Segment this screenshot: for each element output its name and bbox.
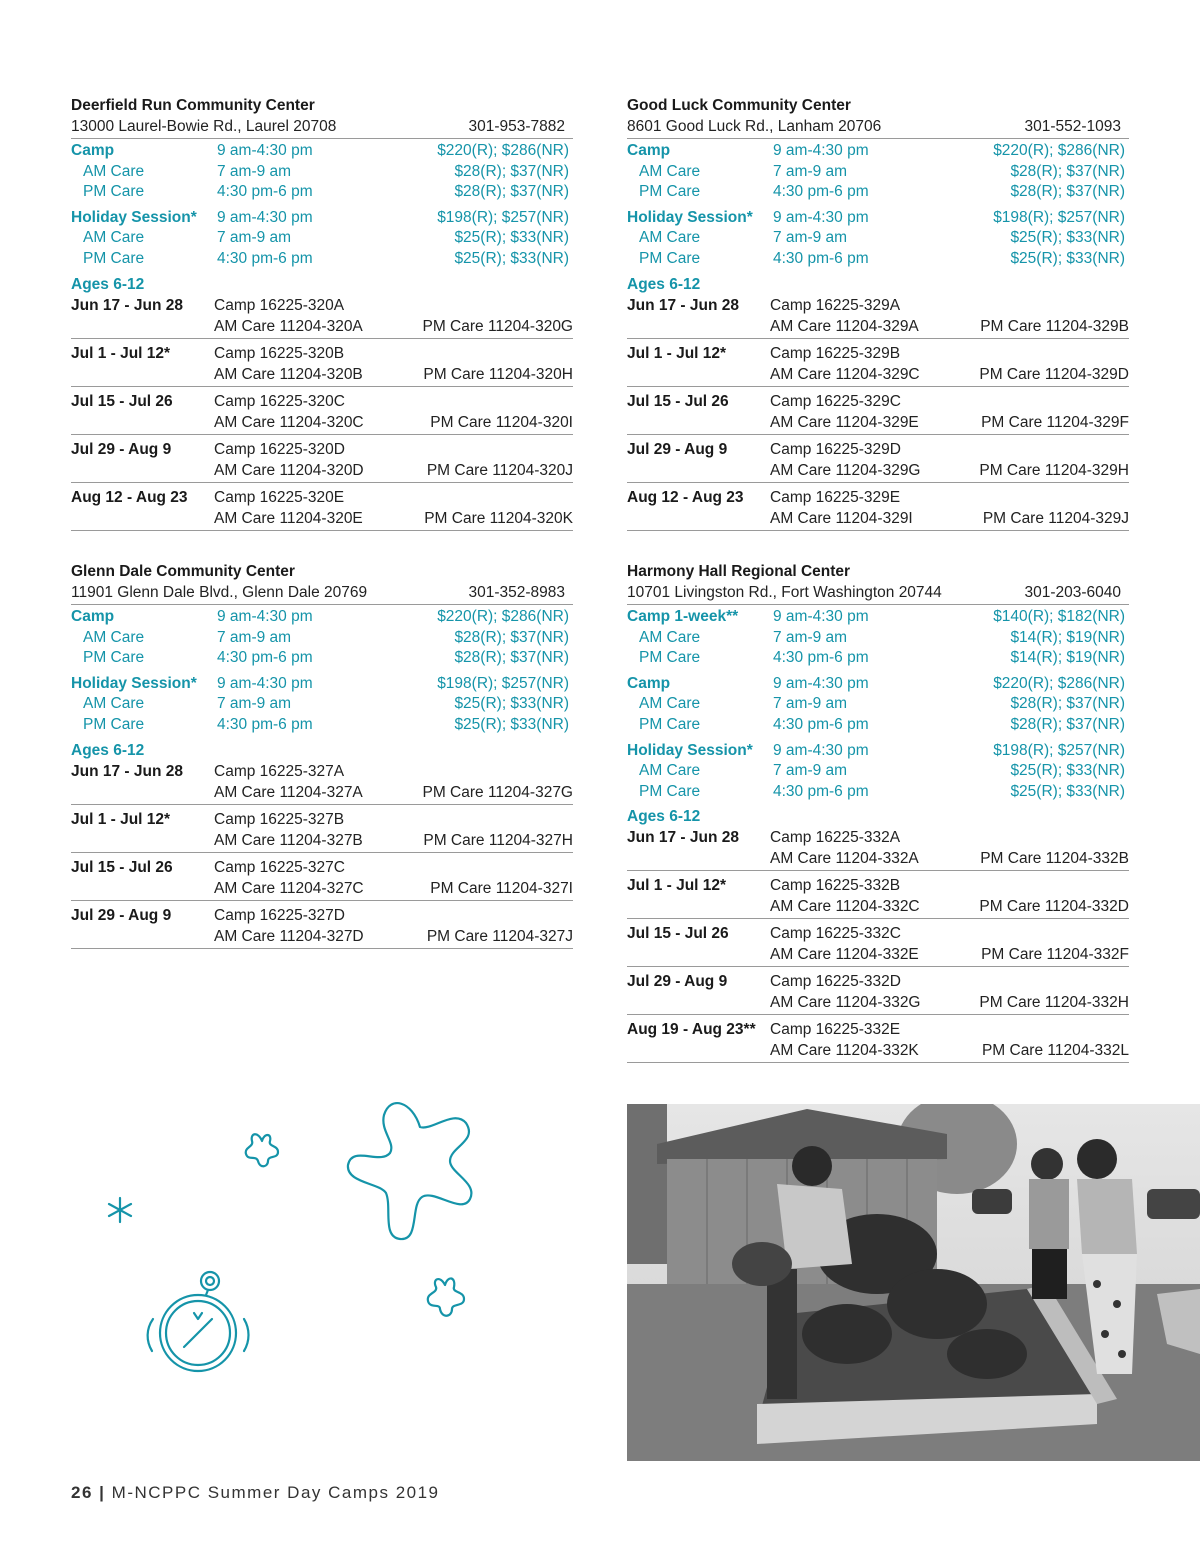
asterisk-icon: [109, 1198, 131, 1222]
price-amount: $28(R); $37(NR): [1010, 715, 1125, 733]
pm-care-code: PM Care 11204-332F: [981, 946, 1129, 964]
price-label: AM Care: [83, 229, 145, 247]
price-row: [71, 715, 573, 736]
camp-code: Camp 16225-327B: [214, 810, 345, 828]
price-label: Holiday Session*: [71, 208, 197, 226]
center-harmony-hall: [627, 561, 1129, 1063]
session-row: [71, 761, 573, 805]
price-time: 9 am-4:30 pm: [217, 674, 313, 692]
pm-care-code: PM Care 11204-327J: [426, 927, 573, 945]
price-label: PM Care: [83, 649, 145, 667]
price-label: AM Care: [639, 229, 701, 247]
session-row: [71, 805, 573, 853]
session-row: [627, 1015, 1129, 1063]
am-care-code: AM Care 11204-329I: [770, 509, 913, 527]
price-label: Holiday Session*: [71, 674, 197, 692]
price-row: [71, 607, 573, 628]
session-row: [627, 387, 1129, 435]
price-amount: $25(R); $33(NR): [454, 715, 569, 733]
center-address-row: [71, 582, 573, 605]
decorative-doodles: [90, 1075, 510, 1395]
price-amount: $28(R); $37(NR): [454, 649, 569, 667]
am-care-code: AM Care 11204-332A: [770, 850, 919, 868]
center-phone: 301-203-6040: [1024, 584, 1121, 601]
price-amount: $198(R); $257(NR): [993, 741, 1125, 759]
price-label: PM Care: [83, 715, 145, 733]
price-label: Holiday Session*: [627, 208, 753, 226]
center-phone: 301-352-8983: [468, 584, 565, 601]
price-amount: $28(R); $37(NR): [454, 628, 569, 646]
session-dates: Jul 15 - Jul 26: [71, 858, 173, 876]
price-label: PM Care: [639, 183, 701, 201]
session-row: [71, 435, 573, 483]
session-dates: Jun 17 - Jun 28: [71, 762, 183, 780]
price-row: [71, 628, 573, 649]
price-time: 4:30 pm-6 pm: [773, 183, 869, 201]
price-time: 4:30 pm-6 pm: [217, 249, 313, 267]
price-row: [71, 694, 573, 715]
session-dates: Aug 12 - Aug 23: [627, 488, 744, 506]
price-amount: $25(R); $33(NR): [454, 695, 569, 713]
am-care-code: AM Care 11204-332G: [770, 994, 921, 1012]
splat-flower-icon: [428, 1278, 464, 1315]
session-row: [627, 435, 1129, 483]
price-row: [71, 141, 573, 162]
pricing-table: [71, 141, 573, 270]
compass-icon: [148, 1272, 249, 1371]
am-care-code: AM Care 11204-327D: [214, 927, 364, 945]
am-care-code: AM Care 11204-332E: [770, 946, 919, 964]
session-dates: Jul 1 - Jul 12*: [627, 877, 727, 895]
center-name: Good Luck Community Center: [627, 97, 851, 114]
pm-care-code: PM Care 11204-320G: [422, 317, 573, 335]
price-row: [627, 182, 1129, 203]
pm-care-code: PM Care 11204-332H: [979, 994, 1129, 1012]
session-dates: Jun 17 - Jun 28: [627, 296, 739, 314]
ages-heading: Ages 6-12: [627, 275, 701, 293]
am-care-code: AM Care 11204-327C: [214, 879, 364, 897]
center-address-row: [627, 582, 1129, 605]
footer-separator: |: [99, 1483, 106, 1502]
price-time: 4:30 pm-6 pm: [773, 782, 869, 800]
pm-care-code: PM Care 11204-320J: [426, 461, 573, 479]
center-name: Glenn Dale Community Center: [71, 563, 295, 580]
am-care-code: AM Care 11204-320B: [214, 365, 363, 383]
price-time: 4:30 pm-6 pm: [773, 249, 869, 267]
pm-care-code: PM Care 11204-332L: [981, 1042, 1129, 1060]
center-name: Deerfield Run Community Center: [71, 97, 315, 114]
price-amount: $198(R); $257(NR): [437, 208, 569, 226]
session-row: [627, 919, 1129, 967]
session-list: [627, 295, 1129, 531]
price-time: 4:30 pm-6 pm: [217, 649, 313, 667]
pm-care-code: PM Care 11204-332D: [979, 898, 1129, 916]
session-dates: Jul 15 - Jul 26: [627, 925, 729, 943]
price-time: 7 am-9 am: [217, 162, 292, 180]
session-row: [71, 387, 573, 435]
price-time: 7 am-9 am: [217, 628, 292, 646]
session-row: [627, 827, 1129, 871]
camp-code: Camp 16225-329D: [770, 440, 901, 458]
center-glenn-dale: [71, 561, 573, 949]
camp-code: Camp 16225-320B: [214, 344, 345, 362]
pm-care-code: PM Care 11204-329B: [980, 317, 1129, 335]
price-amount: $25(R); $33(NR): [1010, 762, 1125, 780]
pm-care-code: PM Care 11204-327H: [423, 831, 573, 849]
price-label: Camp 1-week**: [627, 608, 739, 625]
price-row: [627, 715, 1129, 736]
price-time: 9 am-4:30 pm: [217, 208, 313, 226]
price-time: 4:30 pm-6 pm: [217, 183, 313, 201]
price-amount: $220(R); $286(NR): [993, 674, 1125, 692]
am-care-code: AM Care 11204-329A: [770, 317, 919, 335]
camp-code: Camp 16225-327C: [214, 858, 345, 876]
camp-code: Camp 16225-320C: [214, 392, 345, 410]
price-time: 7 am-9 am: [773, 628, 848, 646]
price-label: PM Care: [83, 183, 145, 201]
camp-code: Camp 16225-320A: [214, 296, 345, 314]
price-row: [627, 761, 1129, 782]
camp-code: Camp 16225-320D: [214, 440, 345, 458]
session-row: [627, 339, 1129, 387]
session-dates: Jul 29 - Aug 9: [71, 440, 172, 458]
price-amount: $25(R); $33(NR): [1010, 229, 1125, 247]
price-row: [627, 674, 1129, 695]
session-row: [71, 901, 573, 949]
price-time: 7 am-9 am: [773, 162, 848, 180]
garden-photo: [627, 1104, 1200, 1461]
price-amount: $140(R); $182(NR): [993, 608, 1125, 625]
price-label: Camp: [71, 142, 115, 159]
pm-care-code: PM Care 11204-332B: [980, 850, 1129, 868]
center-phone: 301-552-1093: [1024, 118, 1121, 135]
session-list: [71, 761, 573, 949]
camp-code: Camp 16225-332C: [770, 925, 901, 943]
publication-title: M-NCPPC Summer Day Camps 2019: [111, 1483, 440, 1502]
splat-flower-icon: [246, 1134, 278, 1166]
session-list: [627, 827, 1129, 1063]
camp-code: Camp 16225-332D: [770, 973, 901, 991]
session-dates: Jun 17 - Jun 28: [71, 296, 183, 314]
price-label: AM Care: [639, 162, 701, 180]
price-time: 4:30 pm-6 pm: [773, 649, 869, 667]
price-amount: $220(R); $286(NR): [993, 142, 1125, 159]
session-dates: Jul 29 - Aug 9: [627, 440, 728, 458]
camp-code: Camp 16225-329C: [770, 392, 901, 410]
price-time: 9 am-4:30 pm: [773, 608, 869, 625]
price-amount: $198(R); $257(NR): [993, 208, 1125, 226]
price-amount: $25(R); $33(NR): [1010, 782, 1125, 800]
page-number: 26: [71, 1483, 93, 1502]
center-address: 13000 Laurel-Bowie Rd., Laurel 20708: [71, 118, 337, 135]
price-time: 7 am-9 am: [217, 229, 292, 247]
am-care-code: AM Care 11204-332C: [770, 898, 920, 916]
price-label: PM Care: [639, 715, 701, 733]
price-label: PM Care: [639, 782, 701, 800]
price-row: [71, 249, 573, 270]
price-time: 9 am-4:30 pm: [773, 741, 869, 759]
camp-code: Camp 16225-329A: [770, 296, 901, 314]
camp-code: Camp 16225-329E: [770, 488, 901, 506]
price-row: [71, 162, 573, 183]
price-label: Holiday Session*: [627, 741, 753, 759]
price-row: [627, 141, 1129, 162]
price-label: PM Care: [639, 649, 701, 667]
price-label: AM Care: [639, 762, 701, 780]
price-label: AM Care: [83, 628, 145, 646]
session-row: [627, 967, 1129, 1015]
camp-code: Camp 16225-329B: [770, 344, 901, 362]
am-care-code: AM Care 11204-332K: [770, 1042, 919, 1060]
price-amount: $220(R); $286(NR): [437, 608, 569, 625]
session-row: [627, 295, 1129, 339]
session-dates: Jun 17 - Jun 28: [627, 829, 739, 847]
am-care-code: AM Care 11204-329E: [770, 413, 919, 431]
price-row: [71, 182, 573, 203]
pm-care-code: PM Care 11204-327G: [422, 783, 573, 801]
session-dates: Jul 15 - Jul 26: [71, 392, 173, 410]
session-dates: Aug 12 - Aug 23: [71, 488, 188, 506]
session-dates: Jul 29 - Aug 9: [71, 906, 172, 924]
pricing-table: [627, 141, 1129, 270]
am-care-code: AM Care 11204-329C: [770, 365, 920, 383]
session-row: [71, 853, 573, 901]
camp-code: Camp 16225-332E: [770, 1021, 901, 1039]
am-care-code: AM Care 11204-320E: [214, 509, 363, 527]
am-care-code: AM Care 11204-327A: [214, 783, 363, 801]
am-care-code: AM Care 11204-329G: [770, 461, 921, 479]
price-label: AM Care: [639, 695, 701, 713]
ages-heading: Ages 6-12: [71, 275, 145, 293]
price-amount: $220(R); $286(NR): [437, 142, 569, 159]
center-address: 10701 Livingston Rd., Fort Washington 20744: [627, 584, 942, 601]
price-row: [71, 208, 573, 229]
session-dates: Aug 19 - Aug 23**: [627, 1021, 756, 1039]
price-label: Camp: [627, 674, 671, 692]
price-label: PM Care: [83, 249, 145, 267]
price-amount: $25(R); $33(NR): [454, 229, 569, 247]
session-dates: Jul 1 - Jul 12*: [71, 344, 171, 362]
camp-code: Camp 16225-327D: [214, 906, 345, 924]
session-dates: Jul 1 - Jul 12*: [71, 810, 171, 828]
center-name: Harmony Hall Regional Center: [627, 563, 851, 580]
center-good-luck: [627, 95, 1129, 531]
price-row: [71, 648, 573, 669]
price-amount: $25(R); $33(NR): [454, 249, 569, 267]
price-time: 9 am-4:30 pm: [773, 142, 869, 159]
price-row: [627, 607, 1129, 628]
center-phone: 301-953-7882: [468, 118, 565, 135]
price-amount: $198(R); $257(NR): [437, 674, 569, 692]
price-label: PM Care: [639, 249, 701, 267]
ages-heading: Ages 6-12: [627, 808, 701, 826]
price-amount: $25(R); $33(NR): [1010, 249, 1125, 267]
price-row: [627, 694, 1129, 715]
price-time: 9 am-4:30 pm: [773, 674, 869, 692]
session-row: [71, 339, 573, 387]
price-time: 4:30 pm-6 pm: [217, 715, 313, 733]
splat-flower-icon: [348, 1103, 472, 1239]
price-time: 7 am-9 am: [217, 695, 292, 713]
price-row: [627, 228, 1129, 249]
ages-heading: Ages 6-12: [71, 741, 145, 759]
center-address: 11901 Glenn Dale Blvd., Glenn Dale 20769: [71, 584, 368, 601]
price-row: [71, 674, 573, 695]
price-time: 4:30 pm-6 pm: [773, 715, 869, 733]
price-label: AM Care: [639, 628, 701, 646]
price-row: [627, 628, 1129, 649]
session-row: [71, 483, 573, 531]
price-row: [71, 228, 573, 249]
price-time: 9 am-4:30 pm: [217, 608, 313, 625]
price-time: 7 am-9 am: [773, 762, 848, 780]
price-time: 9 am-4:30 pm: [773, 208, 869, 226]
session-dates: Jul 15 - Jul 26: [627, 392, 729, 410]
pm-care-code: PM Care 11204-327I: [430, 879, 573, 897]
session-list: [71, 295, 573, 531]
camp-code: Camp 16225-320E: [214, 488, 345, 506]
price-row: [627, 249, 1129, 270]
price-amount: $14(R); $19(NR): [1010, 628, 1125, 646]
pm-care-code: PM Care 11204-329F: [981, 413, 1129, 431]
session-dates: Jul 1 - Jul 12*: [627, 344, 727, 362]
price-amount: $14(R); $19(NR): [1010, 649, 1125, 667]
camp-code: Camp 16225-327A: [214, 762, 345, 780]
session-row: [71, 295, 573, 339]
price-row: [627, 208, 1129, 229]
am-care-code: AM Care 11204-327B: [214, 831, 363, 849]
pricing-table: [71, 607, 573, 736]
pm-care-code: PM Care 11204-320H: [423, 365, 573, 383]
am-care-code: AM Care 11204-320A: [214, 317, 363, 335]
price-label: Camp: [71, 608, 115, 625]
price-row: [627, 162, 1129, 183]
page-footer: [71, 1483, 440, 1503]
price-amount: $28(R); $37(NR): [1010, 162, 1125, 180]
price-time: 7 am-9 am: [773, 695, 848, 713]
price-row: [627, 741, 1129, 762]
am-care-code: AM Care 11204-320C: [214, 413, 364, 431]
price-label: AM Care: [83, 162, 145, 180]
center-deerfield-run: [71, 95, 573, 531]
price-row: [627, 648, 1129, 669]
session-dates: Jul 29 - Aug 9: [627, 973, 728, 991]
price-label: AM Care: [83, 695, 145, 713]
price-amount: $28(R); $37(NR): [454, 162, 569, 180]
pm-care-code: PM Care 11204-320I: [430, 413, 573, 431]
center-address-row: [71, 116, 573, 139]
pm-care-code: PM Care 11204-329H: [979, 461, 1129, 479]
camp-code: Camp 16225-332A: [770, 829, 901, 847]
price-amount: $28(R); $37(NR): [454, 183, 569, 201]
pm-care-code: PM Care 11204-329D: [979, 365, 1129, 383]
pm-care-code: PM Care 11204-329J: [982, 509, 1129, 527]
session-row: [627, 483, 1129, 531]
camp-code: Camp 16225-332B: [770, 877, 901, 895]
center-address: 8601 Good Luck Rd., Lanham 20706: [627, 118, 882, 135]
price-label: Camp: [627, 142, 671, 159]
price-row: [627, 782, 1129, 803]
session-row: [627, 871, 1129, 919]
price-amount: $28(R); $37(NR): [1010, 183, 1125, 201]
pm-care-code: PM Care 11204-320K: [424, 509, 573, 527]
price-time: 7 am-9 am: [773, 229, 848, 247]
price-amount: $28(R); $37(NR): [1010, 695, 1125, 713]
center-address-row: [627, 116, 1129, 139]
pricing-table: [627, 607, 1129, 802]
am-care-code: AM Care 11204-320D: [214, 461, 364, 479]
price-time: 9 am-4:30 pm: [217, 142, 313, 159]
